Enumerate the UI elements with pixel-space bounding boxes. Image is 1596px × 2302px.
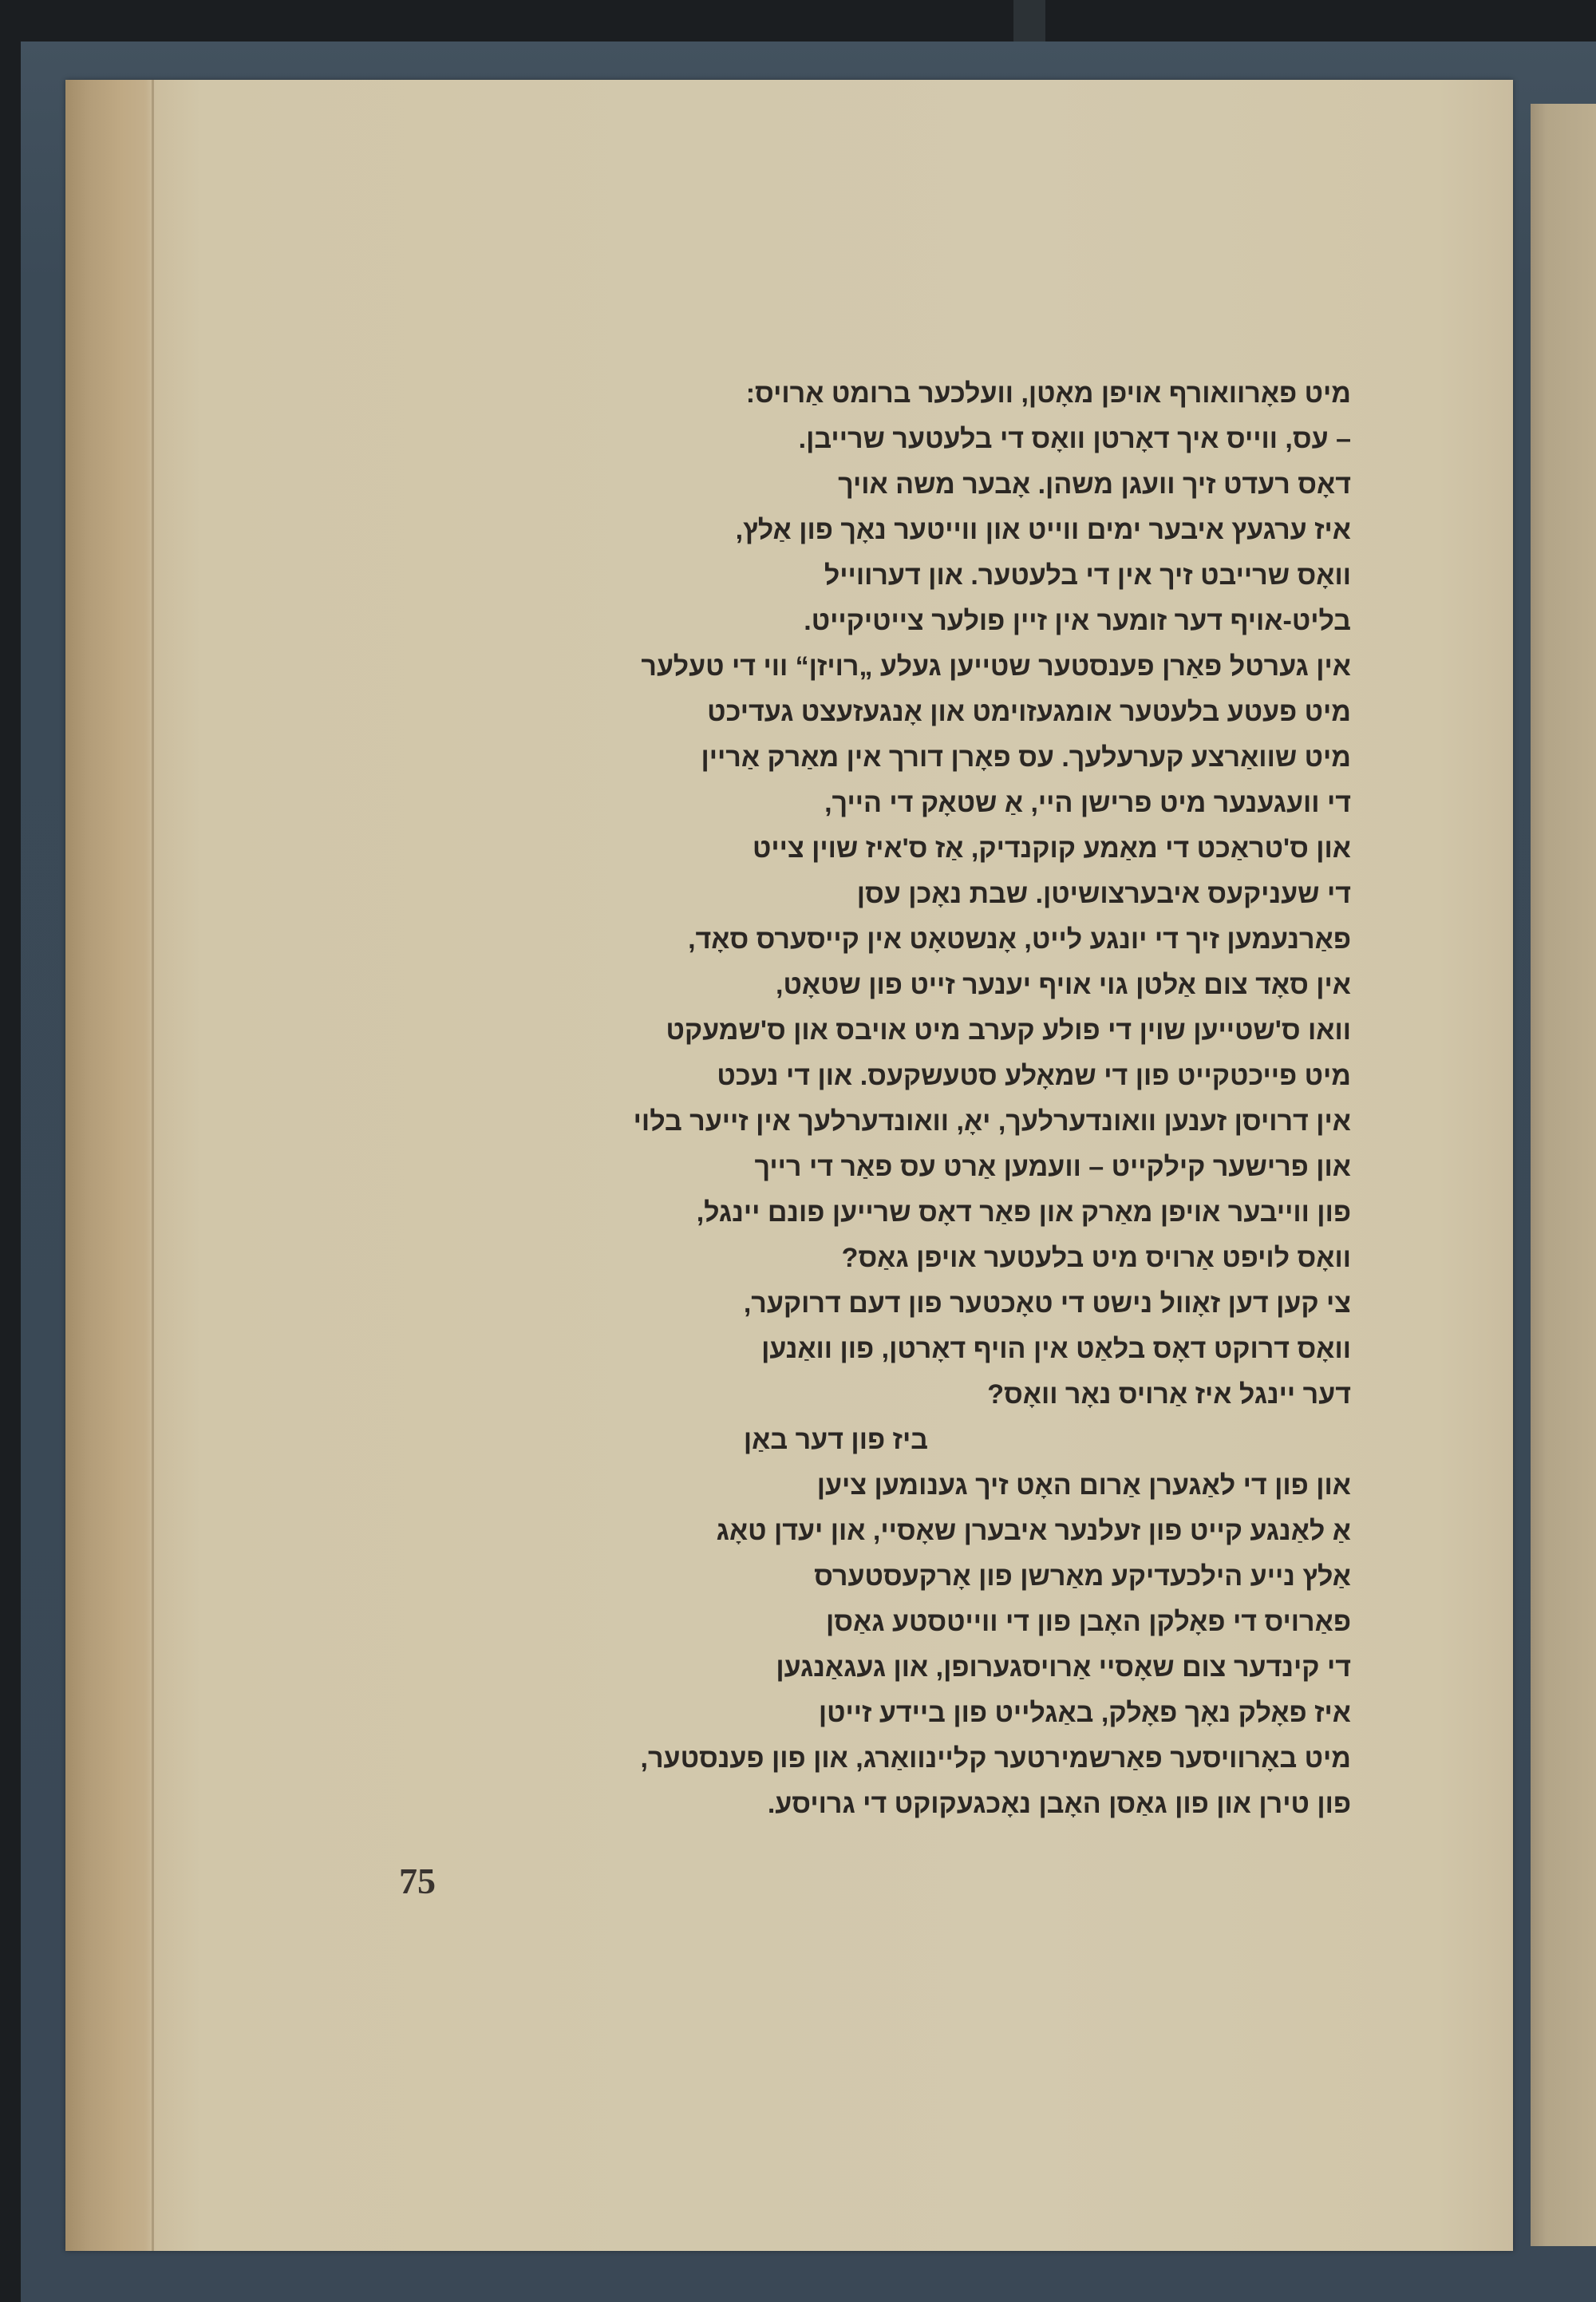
text-line: מיט באָרוויסער פאַרשמירטער קליינוואַרג, און פון פענסטער, [640,1743,1351,1774]
page-gutter-edge [152,80,154,2251]
text-line: אין סאָד צום אַלטן גוי אויף יענער זייט פון שטאָט, [776,970,1351,1000]
text-line: וואָס שרייבט זיך אין די בלעטער. און דערווייל [824,560,1351,591]
text-line: איז פאָלק נאָך פאָלק, באַגלייט פון ביידע זייטן [818,1698,1351,1728]
text-line: די קינדער צום שאָסיי אַרויסגערופן, און געגאַנגען [776,1652,1351,1683]
text-line: וואָס לויפט אַרויס מיט בלעטער אויפן גאַס? [841,1243,1351,1273]
text-line: און ס'טראַכט די מאַמע קוקנדיק, אַז ס'איז שוין צייט [753,833,1351,864]
text-line: פון ווייבער אויפן מאַרק און פאַר דאָס שרייען פונם יינגל, [696,1197,1351,1228]
background-strip [1013,0,1045,45]
text-line: מיט פעטע בלעטער אומגעזוימט און אָנגעזעצט געדיכט [707,697,1351,727]
text-line: אין דרויסן זענען וואונדערלעך, יאָ, וואונדערלעך אין זייער בלוי [633,1106,1351,1137]
text-line: מיט שוואַרצע קערעלעך. עס פאָרן דורך אין מאַרק אַריין [701,742,1351,773]
text-line: מיט פאָרוואורף אויפן מאָטן, וועלכער ברומט אַרויס: [745,378,1351,409]
text-line: די שעניקעס איבערצושיטן. שבת נאָכן עסן [856,879,1351,909]
text-line: דער יינגל איז אַרויס נאָר וואָס? [987,1379,1351,1410]
text-line: וואו ס'שטייען שוין די פולע קערב מיט אויבס און ס'שמעקט [666,1015,1351,1046]
text-line: אַ לאַנגע קייט פון זעלנער איבערן שאָסיי, און יעדן טאָג [716,1516,1351,1546]
text-line: פאַרנעמען זיך די יונגע לייט, אָנשטאָט אין קייסערס סאָד, [688,924,1351,955]
text-line: – עס, ווייס איך דאָרטן וואָס די בלעטער שרייבן. [798,424,1351,454]
text-line: אין גערטל פאַרן פענסטער שטייען געלע „רויזן“ ווי די טעלער [641,651,1351,682]
text-line: דאָס רעדט זיך וועגן משהן. אָבער משה אויך [838,469,1351,500]
text-line: די וועגענער מיט פרישן היי, אַ שטאָק די הייך, [824,788,1351,818]
text-line: וואָס דרוקט דאָס בלאַט אין הויף דאָרטן, פון וואַנען [761,1334,1351,1364]
text-line-continuation: ביז פון דער באַן [743,1425,928,1455]
text-line: און פרישער קילקייט – וועמען אַרט עס פאַר די רייך [754,1152,1351,1182]
text-line: און פון די לאַגערן אַרום האָט זיך גענומען ציען [816,1470,1351,1501]
text-line: צי קען דען זאָוול נישט די טאָכטער פון דעם דרוקער, [743,1288,1351,1319]
text-body [298,371,1351,1827]
text-line: מיט פייכטקייט פון די שמאָלע סטעשקעס. און די נעכט [717,1061,1351,1091]
text-line: פאַרויס די פאָלקן האָבן פון די ווייטסטע גאַסן [826,1607,1351,1637]
page-number: 75 [399,1861,436,1901]
text-line: פון טירן און פון גאַסן האָבן נאָכגעקוקט די גרויסע. [767,1789,1351,1819]
text-line: אַלץ נייע הילכעדיקע מאַרשן פון אָרקעסטערס [814,1561,1351,1592]
text-line: בליט-אויף דער זומער אין זיין פולער צייטיקייט. [804,606,1351,636]
text-line: איז ערגעץ איבער ימים ווייט און ווייטער נאָך פון אַלץ, [735,515,1351,545]
next-page-edge [1531,104,1596,2246]
